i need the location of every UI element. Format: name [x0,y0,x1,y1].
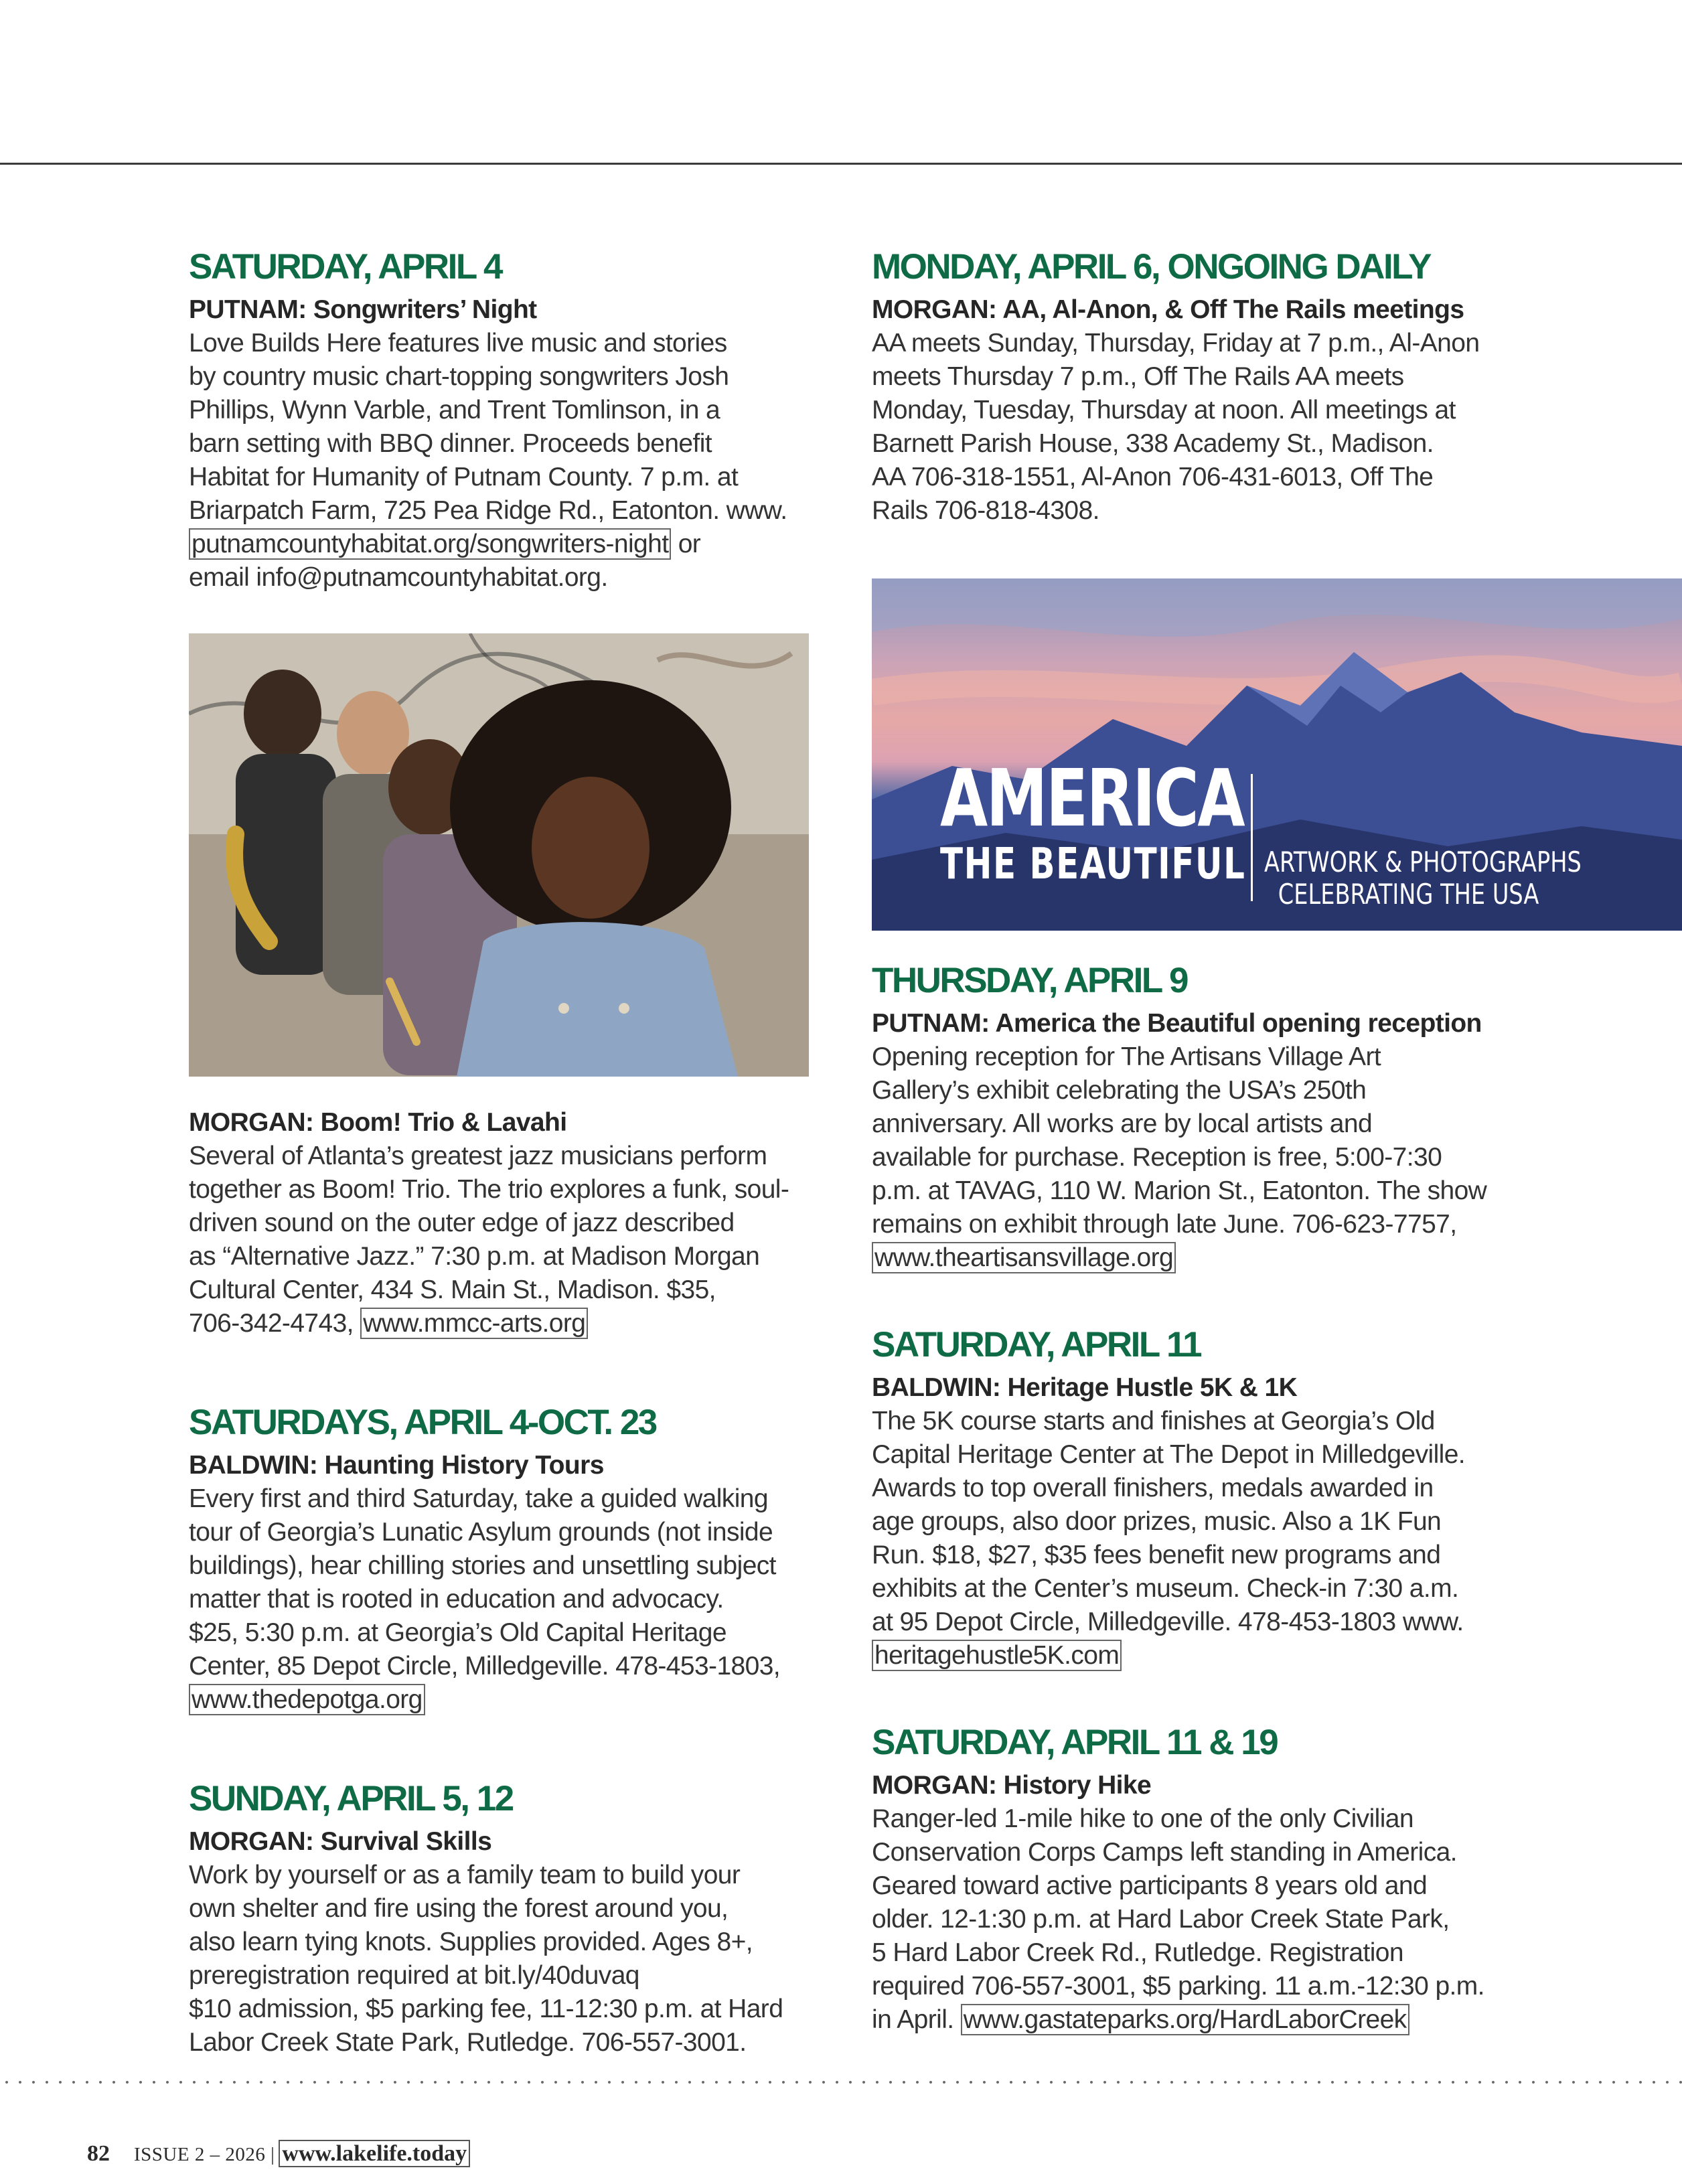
event-body [189,327,812,595]
banner-tagline [1264,846,1582,911]
event-songwriters-night [189,246,812,595]
issue-label: ISSUE 2 – 2026 | [134,2144,275,2165]
body-line: email info@putnamcountyhabitat.org. [189,563,608,592]
event-heritage-hustle [872,1324,1541,1672]
body-line: preregistration required at bit.ly/40duvaq [189,1961,639,1990]
spacer [189,1340,812,1402]
event-america-beautiful [872,960,1541,1275]
body-text: 706-342-4743, [189,1309,361,1338]
event-body [189,1482,812,1717]
body-line: Conservation Corps Camps left standing in America. [872,1838,1457,1867]
body-line: together as Boom! Trio. The trio explores a funk, soul- [189,1175,789,1204]
body-line: Love Builds Here features live music and stories [189,329,727,358]
event-history-hike [872,1722,1541,2037]
heritage-hustle-link[interactable]: heritagehustle5K.com [872,1640,1122,1671]
band-photo [189,633,809,1077]
event-date-heading: SATURDAY, APRIL 11 & 19 [872,1723,1278,1762]
event-title: MORGAN: History Hike [872,1771,1152,1800]
event-title: MORGAN: AA, Al-Anon, & Off The Rails meetings [872,295,1464,324]
body-line: Phillips, Wynn Varble, and Trent Tomlinson, in a [189,396,720,424]
body-line: Center, 85 Depot Circle, Milledgeville. 478-453-1803, [189,1652,781,1681]
body-line: anniversary. All works are by local artists and [872,1109,1373,1138]
body-line: Habitat for Humanity of Putnam County. 7 p.m. at [189,463,739,491]
page-number: 82 [87,2141,110,2166]
event-title: PUTNAM: Songwriters’ Night [189,295,537,324]
event-body [872,327,1541,528]
right-column [872,246,1582,2037]
top-rule [0,163,1682,165]
body-line: exhibits at the Center’s museum. Check-in 7:30 a.m. [872,1574,1459,1603]
event-title: BALDWIN: Heritage Hustle 5K & 1K [872,1373,1298,1402]
body-line: buildings), hear chilling stories and unsettling subject [189,1551,776,1580]
body-text: in April. [872,2005,961,2034]
body-line: own shelter and fire using the forest around you, [189,1894,729,1923]
body-line: Briarpatch Farm, 725 Pea Ridge Rd., Eatonton. www. [189,496,787,525]
body-line: barn setting with BBQ dinner. Proceeds benefit [189,429,712,458]
body-line: Geared toward active participants 8 years old and [872,1871,1428,1900]
event-boom-trio [189,1106,812,1340]
spacer [872,1672,1541,1722]
spacer [872,1275,1541,1324]
body-line: Labor Creek State Park, Rutledge. 706-557-3001. [189,2028,747,2057]
body-line: Every first and third Saturday, take a guided walking [189,1484,768,1513]
artisans-village-link[interactable]: www.theartisansvillage.org [872,1242,1176,1273]
spacer [189,1717,812,1778]
body-line: $10 admission, $5 parking fee, 11-12:30 p.m. at Hard [189,1995,783,2023]
event-title: MORGAN: Boom! Trio & Lavahi [189,1108,567,1137]
body-line: Cultural Center, 434 S. Main St., Madison. $35, [189,1275,716,1304]
body-line: Gallery’s exhibit celebrating the USA’s 250th [872,1076,1367,1105]
body-line: Barnett Parish House, 338 Academy St., Madison. [872,429,1434,458]
body-line: Run. $18, $27, $35 fees benefit new programs and [872,1541,1441,1569]
event-date-heading: SATURDAY, APRIL 4 [189,247,502,287]
banner-title: AMERICA [940,752,1244,844]
body-line: Work by yourself or as a family team to build your [189,1861,741,1889]
body-line: remains on exhibit through late June. 706-623-7757, [872,1210,1457,1239]
body-line: The 5K course starts and finishes at Georgia’s Old [872,1407,1435,1435]
event-body [189,1140,812,1340]
body-line: meets Thursday 7 p.m., Off The Rails AA meets [872,362,1404,391]
banner-tagline-line: CELEBRATING THE USA [1278,878,1539,911]
body-line: matter that is rooted in education and advocacy. [189,1585,724,1614]
america-the-beautiful-banner [872,578,1682,931]
thedepotga-link[interactable]: www.thedepotga.org [189,1684,425,1715]
dotted-divider [0,2081,1682,2084]
event-title: BALDWIN: Haunting History Tours [189,1451,604,1480]
banner-divider [1251,774,1253,901]
body-line: age groups, also door prizes, music. Also a 1K Fun [872,1507,1442,1536]
body-line: driven sound on the outer edge of jazz described [189,1208,735,1237]
event-body [872,1405,1541,1672]
body-line: Opening reception for The Artisans Village Art [872,1042,1381,1071]
body-line: p.m. at TAVAG, 110 W. Marion St., Eatonton. The show [872,1176,1487,1205]
body-line: older. 12-1:30 p.m. at Hard Labor Creek State Park, [872,1905,1450,1934]
body-line: at 95 Depot Circle, Milledgeville. 478-453-1803 www. [872,1608,1464,1636]
page-footer [87,2141,470,2167]
event-body [872,1040,1541,1275]
left-column [189,246,812,2059]
body-line: Ranger-led 1-mile hike to one of the only Civilian [872,1804,1413,1833]
body-line: $25, 5:30 p.m. at Georgia’s Old Capital Heritage [189,1618,727,1647]
banner-subtitle: THE BEAUTIFUL [940,840,1246,889]
gastateparks-link[interactable]: www.gastateparks.org/HardLaborCreek [961,2004,1409,2035]
event-title: MORGAN: Survival Skills [189,1827,492,1856]
body-line: Several of Atlanta’s greatest jazz musicians perform [189,1142,767,1170]
event-date-heading: THURSDAY, APRIL 9 [872,961,1187,1000]
event-haunting-history [189,1402,812,1717]
body-line: also learn tying knots. Supplies provided. Ages 8+, [189,1928,753,1956]
site-link[interactable]: www.lakelife.today [279,2140,470,2167]
event-survival-skills [189,1778,812,2059]
mmcc-arts-link[interactable]: www.mmcc-arts.org [360,1308,588,1339]
body-line: by country music chart-topping songwriters Josh [189,362,729,391]
body-line: Monday, Tuesday, Thursday at noon. All meetings at [872,396,1456,424]
body-line: tour of Georgia’s Lunatic Asylum grounds (not inside [189,1518,773,1547]
event-aa-meetings [872,246,1541,528]
body-line: available for purchase. Reception is free, 5:00-7:30 [872,1143,1442,1172]
body-text: or [671,530,701,558]
band-photo-illustration [189,633,809,1077]
body-line: AA meets Sunday, Thursday, Friday at 7 p.m., Al-Anon [872,329,1480,358]
body-line: AA 706-318-1551, Al-Anon 706-431-6013, Off The [872,463,1434,491]
event-title: PUTNAM: America the Beautiful opening reception [872,1009,1482,1038]
body-line: Capital Heritage Center at The Depot in Milledgeville. [872,1440,1466,1469]
banner-tagline-line: ARTWORK & PHOTOGRAPHS [1264,846,1582,878]
event-date-heading: SATURDAY, APRIL 11 [872,1325,1201,1364]
event-date-heading: SATURDAYS, APRIL 4-OCT. 23 [189,1403,656,1442]
event-date-heading: MONDAY, APRIL 6, ONGOING DAILY [872,247,1431,287]
event-body [189,1859,812,2059]
body-line: Awards to top overall finishers, medals awarded in [872,1474,1434,1502]
body-line: required 706-557-3001, $5 parking. 11 a.m.-12:30 p.m. [872,1972,1484,2001]
body-line: as “Alternative Jazz.” 7:30 p.m. at Madison Morgan [189,1242,760,1271]
event-body [872,1802,1541,2037]
body-line: 5 Hard Labor Creek Rd., Rutledge. Registration [872,1938,1403,1967]
event-date-heading: SUNDAY, APRIL 5, 12 [189,1779,513,1818]
songwriters-night-link[interactable]: putnamcountyhabitat.org/songwriters-night [189,528,671,560]
body-line: Rails 706-818-4308. [872,496,1099,525]
